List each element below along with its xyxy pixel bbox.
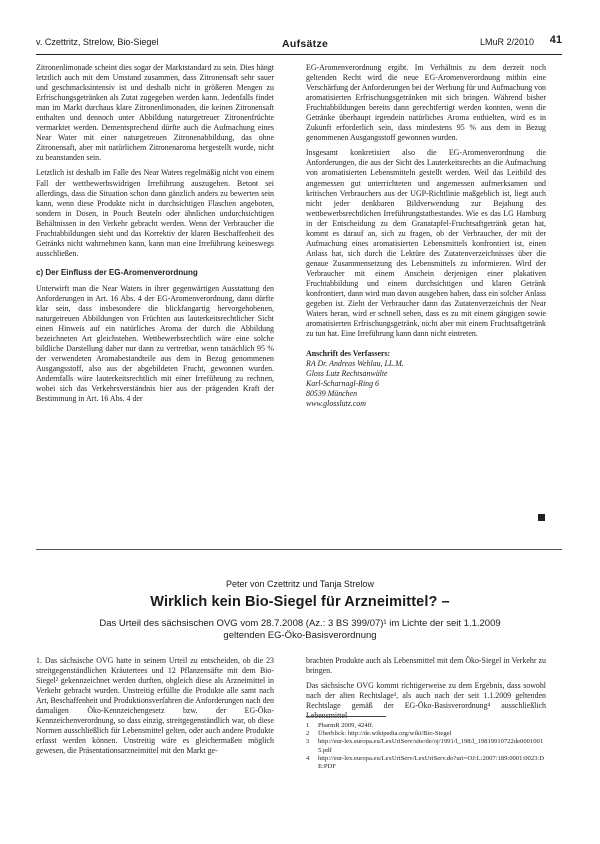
paragraph: Unterwirft man die Near Waters in ihrer gegenwärtigen Ausstattung den Anforderungen in Art. 16 Abs. 4 der EG-Aromenverordnung, dann dürfte klar sein, dass insbesondere die blickfangartig hervorgehobenen, naturgetreuen Abbildungen von Früchten aus lauterkeitsrechtlicher Sicht einen Hinweis auf ein natürliches Aroma der durch die Abbildung bezeichneten Art gleichstehen. Wettbewerbsrechtlich wäre eine solche bildliche Darstellung daher nur dann zu vertretbar, wenn tatsächlich 95 % der verwendeten Aromabestandteile aus dem in Bezug genommenen Ausgangsstoff, also aus der abgebildeten Frucht, gewonnen wurden. Andernfalls wäre lauterkeitsrechtlich mit einer Irreführung zu rechnen, wobei sich das Verkehrsverständnis hier aus der prägenden Kraft der Bestimmung in Art. 16 Abs. 4 der <box>36 283 274 404</box>
header-rule <box>36 54 562 55</box>
paragraph: Insgesamt konkretisiert also die EG-Aromenverordnung die Anforderungen, die aus der Sicht des Lauterkeitsrechts an die Aufmachung von aromatisierten Lebensmitteln gestellt werden. Weil das Leitbild des angemessen gut unterrichteten und angemessen aufmerksamen und kritischen Verbrauchers aus der UGP-Richtlinie maßgeblich ist, liegt auch nicht jeder denkbaren Bildverwendung zur Bejahung des wettbewerbsrechtlichen Irreführungstatbestandes. Wie es das LG Hamburg in der Entscheidung zu dem Granatapfel-Fruchtsaftgetränk getan hat, kommt es darauf an, sich zu fragen, ob der Verbraucher, der mit der Aufmachung eines aromatisierten Lebensmittels konfrontiert ist, einen Anlass hat, sich durch die Lektüre des Zutatenverzeichnisses über die genaue Zusammensetzung des Lebensmittels zu informieren. Wird der Verbraucher mit einem Anschein derjenigen einer plakativen Fruchtabbildung und einem durchsichtigen und klaren Getränk konfrontiert, dann wird man davon ausgehen haben, dass ein solcher Anlass gegeben ist. Zieht der Verbraucher dann das Zutatenverzeichnis der Near Waters heran, wird er schnell sehen, dass es zu mit einem gängigen sowie aromatisierten Erfrischungsgetränk, nicht aber mit einem Fruchtsaftgetränk zu tun hat. Eine Irreführung kann dann nicht eintreten. <box>306 148 546 339</box>
article-separator <box>36 549 562 550</box>
paragraph: Das sächsische OVG kommt richtigerweise zu dem Ergebnis, dass sowohl nach der alten Rechtslage³, als auch nach der seit 1.1.2009 geltenden Rechtslage gemäß der EG-Öko-Basisverordnung⁴ ausschließlich Lebensmittel <box>306 681 546 721</box>
subtitle-line: Das Urteil des sächsischen OVG vom 28.7.2008 (Az.: 3 BS 399/07)¹ im Lichte der seit 1.1.2009 <box>99 618 501 629</box>
footnote-rule <box>306 716 386 717</box>
footnote-link[interactable]: http://eur-lex.europa.eu/LexUriServ/site/de/oj/1991/l_198/l_19819910722de00010015.pdf <box>318 738 544 754</box>
footnote: 3 http://eur-lex.europa.eu/LexUriServ/site/de/oj/1991/l_198/l_19819910722de00010015.pdf <box>306 738 546 754</box>
footnote-link[interactable]: http://eur-lex.europa.eu/LexUriServ/LexUriServ.do?uri=OJ:L:2007:189:0001:0023:DE:PDF <box>318 754 545 771</box>
address-line: Gloss Lutz Rechtsanwälte <box>306 369 388 379</box>
footnotes <box>306 722 546 771</box>
article-authors: Peter von Czettritz und Tanja Strelow <box>226 579 374 589</box>
footnote: 4 http://eur-lex.europa.eu/LexUriServ/LexUriServ.do?uri=OJ:L:2007:189:0001:0023:DE:PDF <box>306 754 545 771</box>
address-link[interactable]: www.glosslutz.com <box>306 399 366 409</box>
column-left-bottom <box>36 656 274 816</box>
paragraph: 1. Das sächsische OVG hatte in seinem Urteil zu entscheiden, ob die 23 streitgegenständlichen Kräutertees und 12 Pflanzensäfte mit dem Bio-Siegel² gekennzeichnet werden durften, obgleich diese als Arzneimittel in Verkehr gebracht wurden. Unstreitig erfüllte die Produkte alle samt nach Art, Beschaffenheit und Produktionsverfahren die Anforderungen nach den damaligen Öko-Kennzeichengesetz bzw. der EG-Öko-Kennzeichenverordnung, so dass einzig, streitgegenständlich war, ob diese Normen ausschließlich für Lebensmittel gelten, oder auch andere Produkte erfasst werden können. Unstreitig wäre es gleichermaßen möglich gewesen, die Präsentationsarzneimittel mit den Markt ge- <box>36 656 274 756</box>
section-heading: c) Der Einfluss der EG-Aromenverordnung <box>36 267 198 277</box>
address-line: Karl-Scharnagl-Ring 6 <box>306 379 379 389</box>
header-authors: v. Czettritz, Strelow, Bio-Siegel <box>36 37 159 47</box>
paragraph: Letztlich ist deshalb im Falle des Near Waters regelmäßig nicht von einem Fall der wettbewerbswidrigen Irreführung auszugehen. Betont sei allerdings, dass die Situation schon dann gänzlich anders zu bewerten sein kann, wenn diese Produkte nicht in durchsichtigen Flaschen angeboten, sondern in Dosen, in Pouch Beuteln oder ähnlichen undurchsichtigen Behältnissen in den Verkehr gebracht werden. Wenn der Verbraucher die Fruchtabbildungen sieht und das Korrektiv der klaren Beschaffenheit des Getränks nicht wahrnehmen kann, kann man eine Irreführung keineswegs ausschließen. <box>36 168 274 258</box>
footnote-link[interactable]: Überblick: http://de.wikipedia.org/wiki/Bio-Siegel <box>318 730 452 738</box>
footnote: 2 Überblick: http://de.wikipedia.org/wiki/Bio-Siegel <box>306 730 452 738</box>
header-section: Aufsätze <box>282 38 329 50</box>
paragraph: brachten Produkte auch als Lebensmittel mit dem Öko-Siegel in Verkehr zu bringen. <box>306 656 546 676</box>
column-right-top <box>306 63 546 528</box>
running-header <box>36 34 562 50</box>
article-title: Wirklich kein Bio-Siegel für Arzneimittel? – <box>150 594 450 610</box>
header-issue: LMuR 2/2010 <box>479 37 534 47</box>
address-line: 80539 München <box>306 389 358 399</box>
article-subtitle <box>80 618 520 642</box>
author-address <box>306 359 546 409</box>
subtitle-line: geltenden EG-Öko-Basisverordnung <box>223 630 377 641</box>
page-number: 41 <box>549 34 562 46</box>
address-line: RA Dr. Andreas Wehlau, LL.M. <box>306 359 404 369</box>
paragraph: Zitronenlimonade scheint dies sogar der Marktstandard zu sein. Dies hängt letztlich auch mit dem Umstand zusammen, dass Zitronensaft sehr sauer und geschmacksintensiv ist und deshalb nicht in größeren Mengen zu Erfrischungsgetränken als Zutat zugegeben werden kann. Jedenfalls findet man im Markt durchaus klare Zitronenlimonaden, die keinen Zitronensaft enthalten und dennoch unter Abbildung naturgetreuer Zitronenfrüchte vermarktet werden. Dementsprechend dürfte auch die Aufmachung eines Near Water mit einer naturgetreuen Zitronenabbildung, das ohne Zitronensaft, aber mit natürlichem Zitronenaroma hergestellt wurde, nicht zu beanstanden sein. <box>36 63 274 163</box>
footnote: 1 PharmR 2009, 424ff. <box>306 722 374 729</box>
column-left-top <box>36 63 274 528</box>
paragraph: EG-Aromenverordnung ergibt. Im Verhältnis zu dem derzeit noch geltenden Recht wird die neue EG-Aromenverordnung mithin eine Verschärfung der Anforderungen bei der Werbung für und Aufmachung von aromatisierten Erfrischungsgetränken mit sich bringen. Während bisher Fruchtabbildungen bereits dann gerechtfertigt werden konnten, wenn die Getränke überhaupt irgendein natürliches Aroma enthielten, wird es in Zukunft erforderlich sein, dass mindestens 95 % aus dem in Bezug genommenen Ausgangsstoff gewonnen wurden. <box>306 63 546 143</box>
article-end-mark <box>538 514 545 521</box>
address-heading: Anschrift des Verfassers: <box>306 349 391 359</box>
